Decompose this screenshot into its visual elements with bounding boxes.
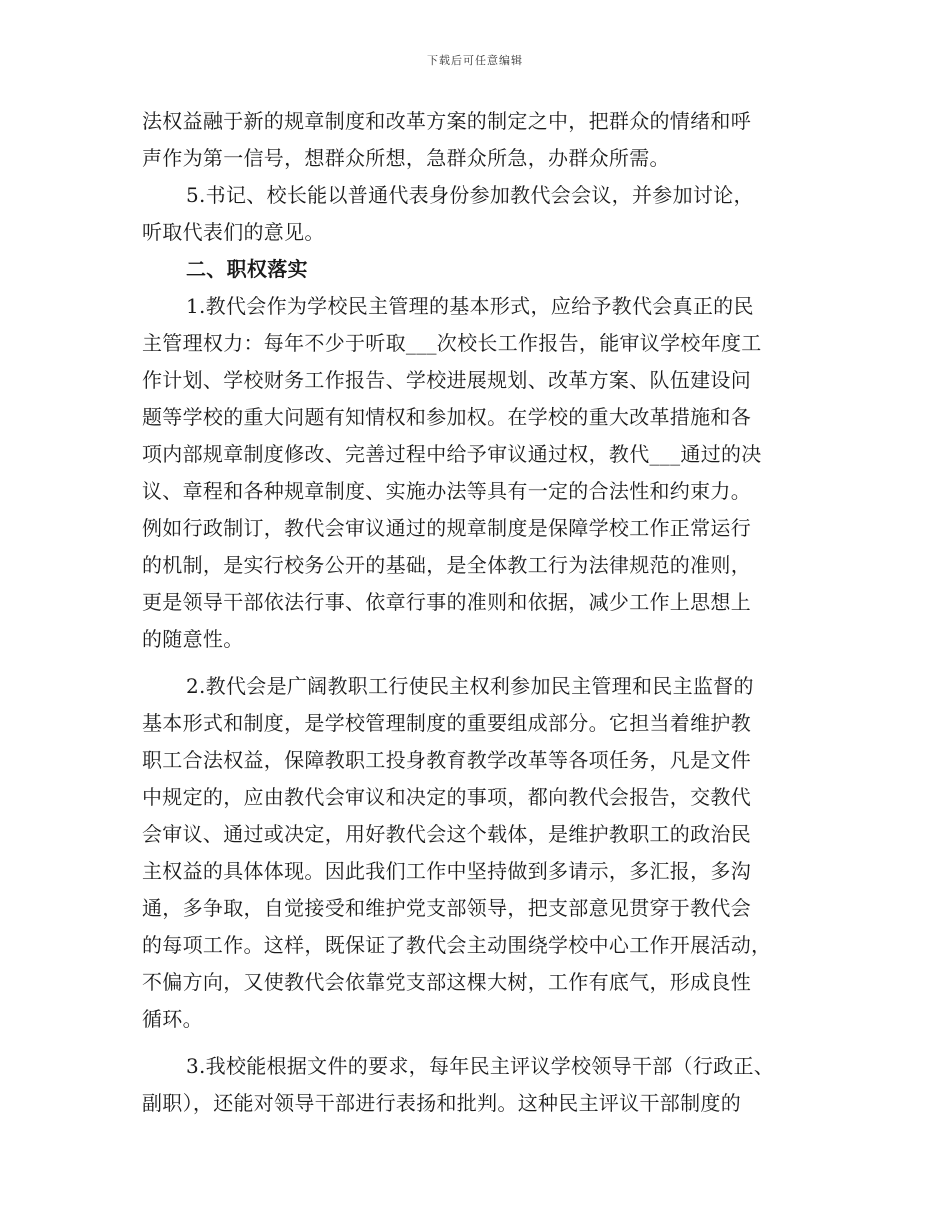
text-line: 的随意性。 [142,627,244,651]
text-line: 职工合法权益，保障教职工投身教育教学改革等各项任务，凡是文件 [142,748,751,772]
text-line: 主权益的具体体现。因此我们工作中坚持做到多请示，多汇报，多沟 [142,859,751,883]
page-header: 下载后可任意编辑 [427,54,523,67]
text-line: 中规定的，应由教代会审议和决定的事项，都向教代会报告，交教代 [142,785,751,809]
text-line: 项内部规章制度修改、完善过程中给予审议通过权，教代___通过的决 [142,442,762,466]
text-line: 会审议、通过或决定，用好教代会这个载体，是维护教职工的政治民 [142,822,751,846]
text-line: 2.教代会是广阔教职工行使民主权利参加民主管理和民主监督的 [186,674,754,698]
text-line: 5.书记、校长能以普通代表身份参加教代会会议，并参加讨论， [186,183,754,207]
text-line: 例如行政制订，教代会审议通过的规章制度是保障学校工作正常运行 [142,516,751,540]
text-line: 法权益融于新的规章制度和改革方案的制定之中，把群众的情绪和呼 [142,109,751,133]
text-line: 的机制，是实行校务公开的基础，是全体教工行为法律规范的准则， [142,553,751,577]
text-line: 通，多争取，自觉接受和维护党支部领导，把支部意见贯穿于教代会 [142,896,751,920]
text-line: 3.我校能根据文件的要求，每年民主评议学校领导干部（行政正、 [186,1054,775,1078]
text-line: 主管理权力：每年不少于听取___次校长工作报告，能审议学校年度工 [142,331,762,355]
text-line: 声作为第一信号，想群众所想，急群众所急，办群众所需。 [142,146,670,170]
text-line: 循环。 [142,1007,203,1031]
text-line: 听取代表们的意见。 [142,220,325,244]
text-line: 副职），还能对领导干部进行表扬和批判。这种民主评议干部制度的 [142,1091,741,1115]
text-line: 议、章程和各种规章制度、实施办法等具有一定的合法性和约束力。 [142,479,751,503]
text-line: 更是领导干部依法行事、依章行事的准则和依据，减少工作上思想上 [142,590,751,614]
section-heading: 二、职权落实 [186,257,308,281]
text-line: 不偏方向，又使教代会依靠党支部这棵大树，工作有底气，形成良性 [142,970,751,994]
document-body [142,103,802,1122]
text-line: 作计划、学校财务工作报告、学校进展规划、改革方案、队伍建设问 [142,368,751,392]
text-line: 基本形式和制度，是学校管理制度的重要组成部分。它担当着维护教 [142,711,751,735]
text-line: 的每项工作。这样，既保证了教代会主动围绕学校中心工作开展活动， [142,933,772,957]
text-line: 1.教代会作为学校民主管理的基本形式，应给予教代会真正的民 [186,294,754,318]
text-line: 题等学校的重大问题有知情权和参加权。在学校的重大改革措施和各 [142,405,751,429]
